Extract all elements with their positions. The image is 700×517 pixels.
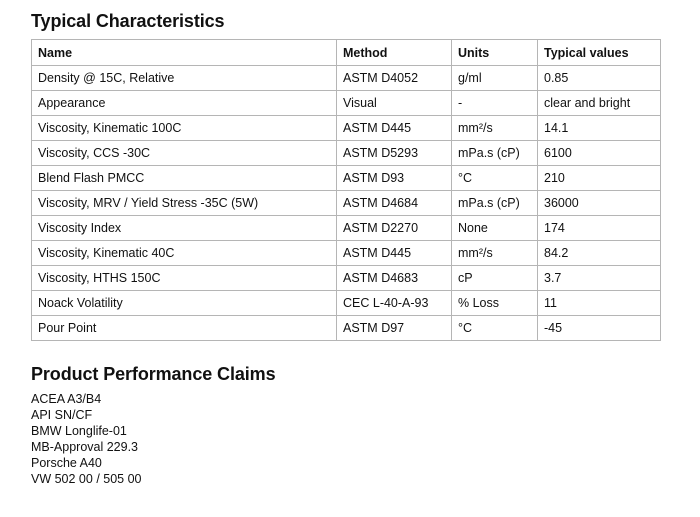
table-row <box>32 291 661 316</box>
cell-name: Appearance <box>32 91 337 116</box>
list-item: BMW Longlife-01 <box>31 424 127 438</box>
list-item: ACEA A3/B4 <box>31 392 102 406</box>
cell-value: 36000 <box>538 191 661 216</box>
characteristics-table <box>31 39 661 341</box>
cell-value: 11 <box>538 291 661 316</box>
cell-units: None <box>452 216 538 241</box>
list-item: API SN/CF <box>31 408 93 422</box>
cell-value: 0.85 <box>538 66 661 91</box>
section-title-performance-claims: Product Performance Claims <box>31 364 276 384</box>
cell-value: 3.7 <box>538 266 661 291</box>
table-row <box>32 166 661 191</box>
cell-name: Viscosity Index <box>32 216 337 241</box>
cell-name: Blend Flash PMCC <box>32 166 337 191</box>
cell-units: mPa.s (cP) <box>452 191 538 216</box>
cell-units: mm²/s <box>452 116 538 141</box>
list-item: MB-Approval 229.3 <box>31 440 139 454</box>
cell-units: mm²/s <box>452 241 538 266</box>
cell-method: Visual <box>337 91 452 116</box>
cell-units: mPa.s (cP) <box>452 141 538 166</box>
cell-value: 14.1 <box>538 116 661 141</box>
claims-list <box>31 391 142 487</box>
cell-name: Viscosity, HTHS 150C <box>32 266 337 291</box>
column-header-units: Units <box>452 40 538 66</box>
table-row <box>32 316 661 341</box>
table-row <box>32 116 661 141</box>
table-row <box>32 216 661 241</box>
cell-name: Viscosity, Kinematic 100C <box>32 116 337 141</box>
cell-value: 6100 <box>538 141 661 166</box>
cell-value: -45 <box>538 316 661 341</box>
cell-name: Noack Volatility <box>32 291 337 316</box>
cell-name: Pour Point <box>32 316 337 341</box>
table-row <box>32 141 661 166</box>
cell-value: 174 <box>538 216 661 241</box>
cell-method: ASTM D4683 <box>337 266 452 291</box>
column-header-name: Name <box>32 40 337 66</box>
cell-units: g/ml <box>452 66 538 91</box>
cell-method: ASTM D97 <box>337 316 452 341</box>
cell-method: CEC L-40-A-93 <box>337 291 452 316</box>
cell-value: clear and bright <box>538 91 661 116</box>
cell-units: % Loss <box>452 291 538 316</box>
cell-method: ASTM D2270 <box>337 216 452 241</box>
cell-method: ASTM D445 <box>337 116 452 141</box>
table-row <box>32 66 661 91</box>
cell-units: - <box>452 91 538 116</box>
cell-value: 210 <box>538 166 661 191</box>
cell-method: ASTM D4684 <box>337 191 452 216</box>
column-header-method: Method <box>337 40 452 66</box>
cell-method: ASTM D5293 <box>337 141 452 166</box>
table-header-row <box>32 40 661 66</box>
table-row <box>32 191 661 216</box>
cell-units: °C <box>452 316 538 341</box>
cell-value: 84.2 <box>538 241 661 266</box>
table-row <box>32 91 661 116</box>
table-row <box>32 266 661 291</box>
table-row <box>32 241 661 266</box>
cell-units: cP <box>452 266 538 291</box>
cell-name: Viscosity, MRV / Yield Stress -35C (5W) <box>32 191 337 216</box>
list-item: VW 502 00 / 505 00 <box>31 472 142 486</box>
cell-name: Viscosity, CCS -30C <box>32 141 337 166</box>
list-item: Porsche A40 <box>31 456 102 470</box>
section-title-typical-characteristics: Typical Characteristics <box>31 11 225 31</box>
cell-name: Density @ 15C, Relative <box>32 66 337 91</box>
cell-units: °C <box>452 166 538 191</box>
cell-name: Viscosity, Kinematic 40C <box>32 241 337 266</box>
cell-method: ASTM D93 <box>337 166 452 191</box>
cell-method: ASTM D4052 <box>337 66 452 91</box>
column-header-typical-values: Typical values <box>538 40 661 66</box>
cell-method: ASTM D445 <box>337 241 452 266</box>
